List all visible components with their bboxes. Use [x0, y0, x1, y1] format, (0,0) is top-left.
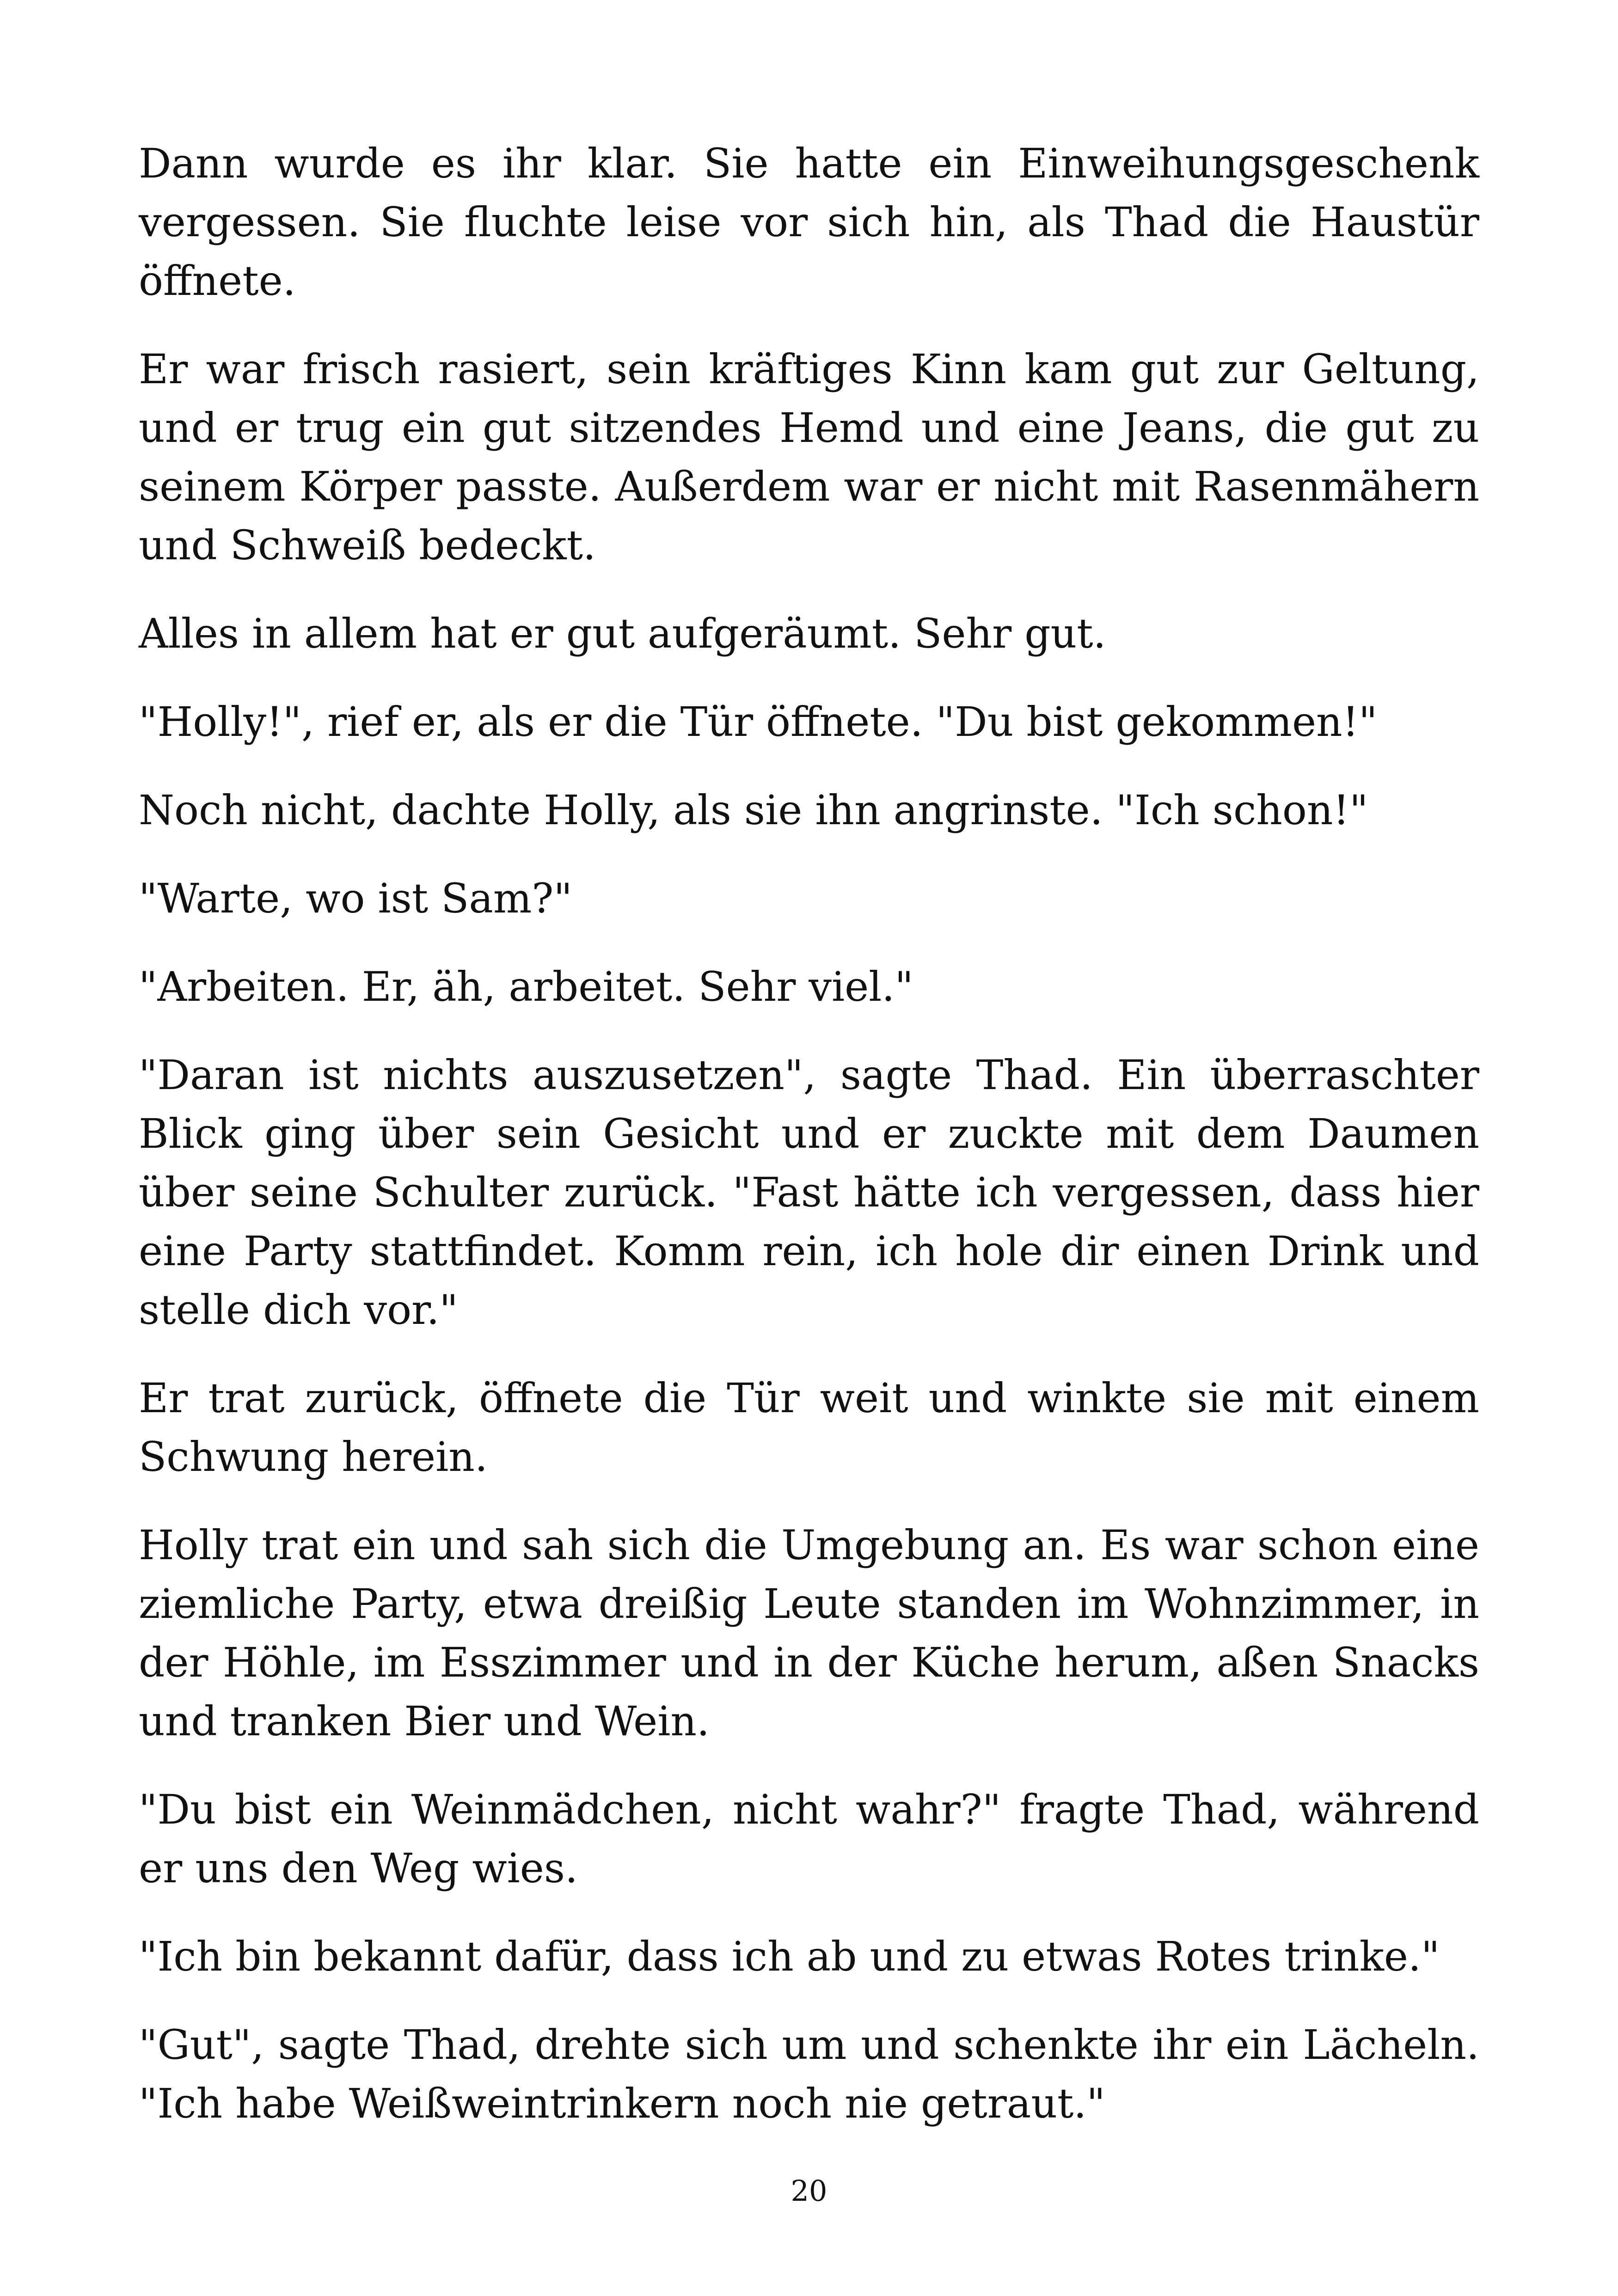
paragraph-2: Er war frisch rasiert, sein kräftiges Kinn kam gut zur Geltung, und er trug ein gut sitzendes Hemd und eine Jeans, die gut zu seinem Körper passte. Außerdem war er nicht mit Rasenmähern und Schweiß bedeckt.	[139, 345, 1479, 569]
paragraph-9: Er trat zurück, öffnete die Tür weit und winkte sie mit einem Schwung herein.	[139, 1374, 1479, 1481]
paragraph-8: "Daran ist nichts auszusetzen", sagte Thad. Ein überraschter Blick ging über sein Gesicht und er zuckte mit dem Daumen über seine Schulter zurück. "Fast hätte ich vergessen, dass hier eine Party stattfindet. Komm rein, ich hole dir einen Drink und stelle dich vor."	[139, 1051, 1479, 1334]
paragraph-6: "Warte, wo ist Sam?"	[139, 875, 572, 922]
paragraph-5: Noch nicht, dachte Holly, als sie ihn angrinste. "Ich schon!"	[139, 786, 1368, 834]
paragraph-3: Alles in allem hat er gut aufgeräumt. Sehr gut.	[139, 610, 1106, 657]
paragraph-12: "Ich bin bekannt dafür, dass ich ab und zu etwas Rotes trinke."	[139, 1933, 1440, 1980]
paragraph-13: "Gut", sagte Thad, drehte sich um und schenkte ihr ein Lächeln. "Ich habe Weißweintrinkern noch nie getraut."	[139, 2021, 1479, 2127]
page-number: 20	[791, 2174, 827, 2208]
page-body	[139, 134, 1479, 2162]
paragraph-1: Dann wurde es ihr klar. Sie hatte ein Einweihungsgeschenk vergessen. Sie fluchte leise vor sich hin, als Thad die Haustür öffnete.	[139, 140, 1479, 305]
paragraph-11: "Du bist ein Weinmädchen, nicht wahr?" fragte Thad, während er uns den Weg wies.	[139, 1786, 1479, 1892]
paragraph-10: Holly trat ein und sah sich die Umgebung an. Es war schon eine ziemliche Party, etwa dreißig Leute standen im Wohnzimmer, in der Höhle, im Esszimmer und in der Küche herum, aßen Snacks und tranken Bier und Wein.	[139, 1521, 1479, 1745]
paragraph-4: "Holly!", rief er, als er die Tür öffnete. "Du bist gekommen!"	[139, 698, 1378, 746]
paragraph-7: "Arbeiten. Er, äh, arbeitet. Sehr viel."	[139, 963, 913, 1010]
